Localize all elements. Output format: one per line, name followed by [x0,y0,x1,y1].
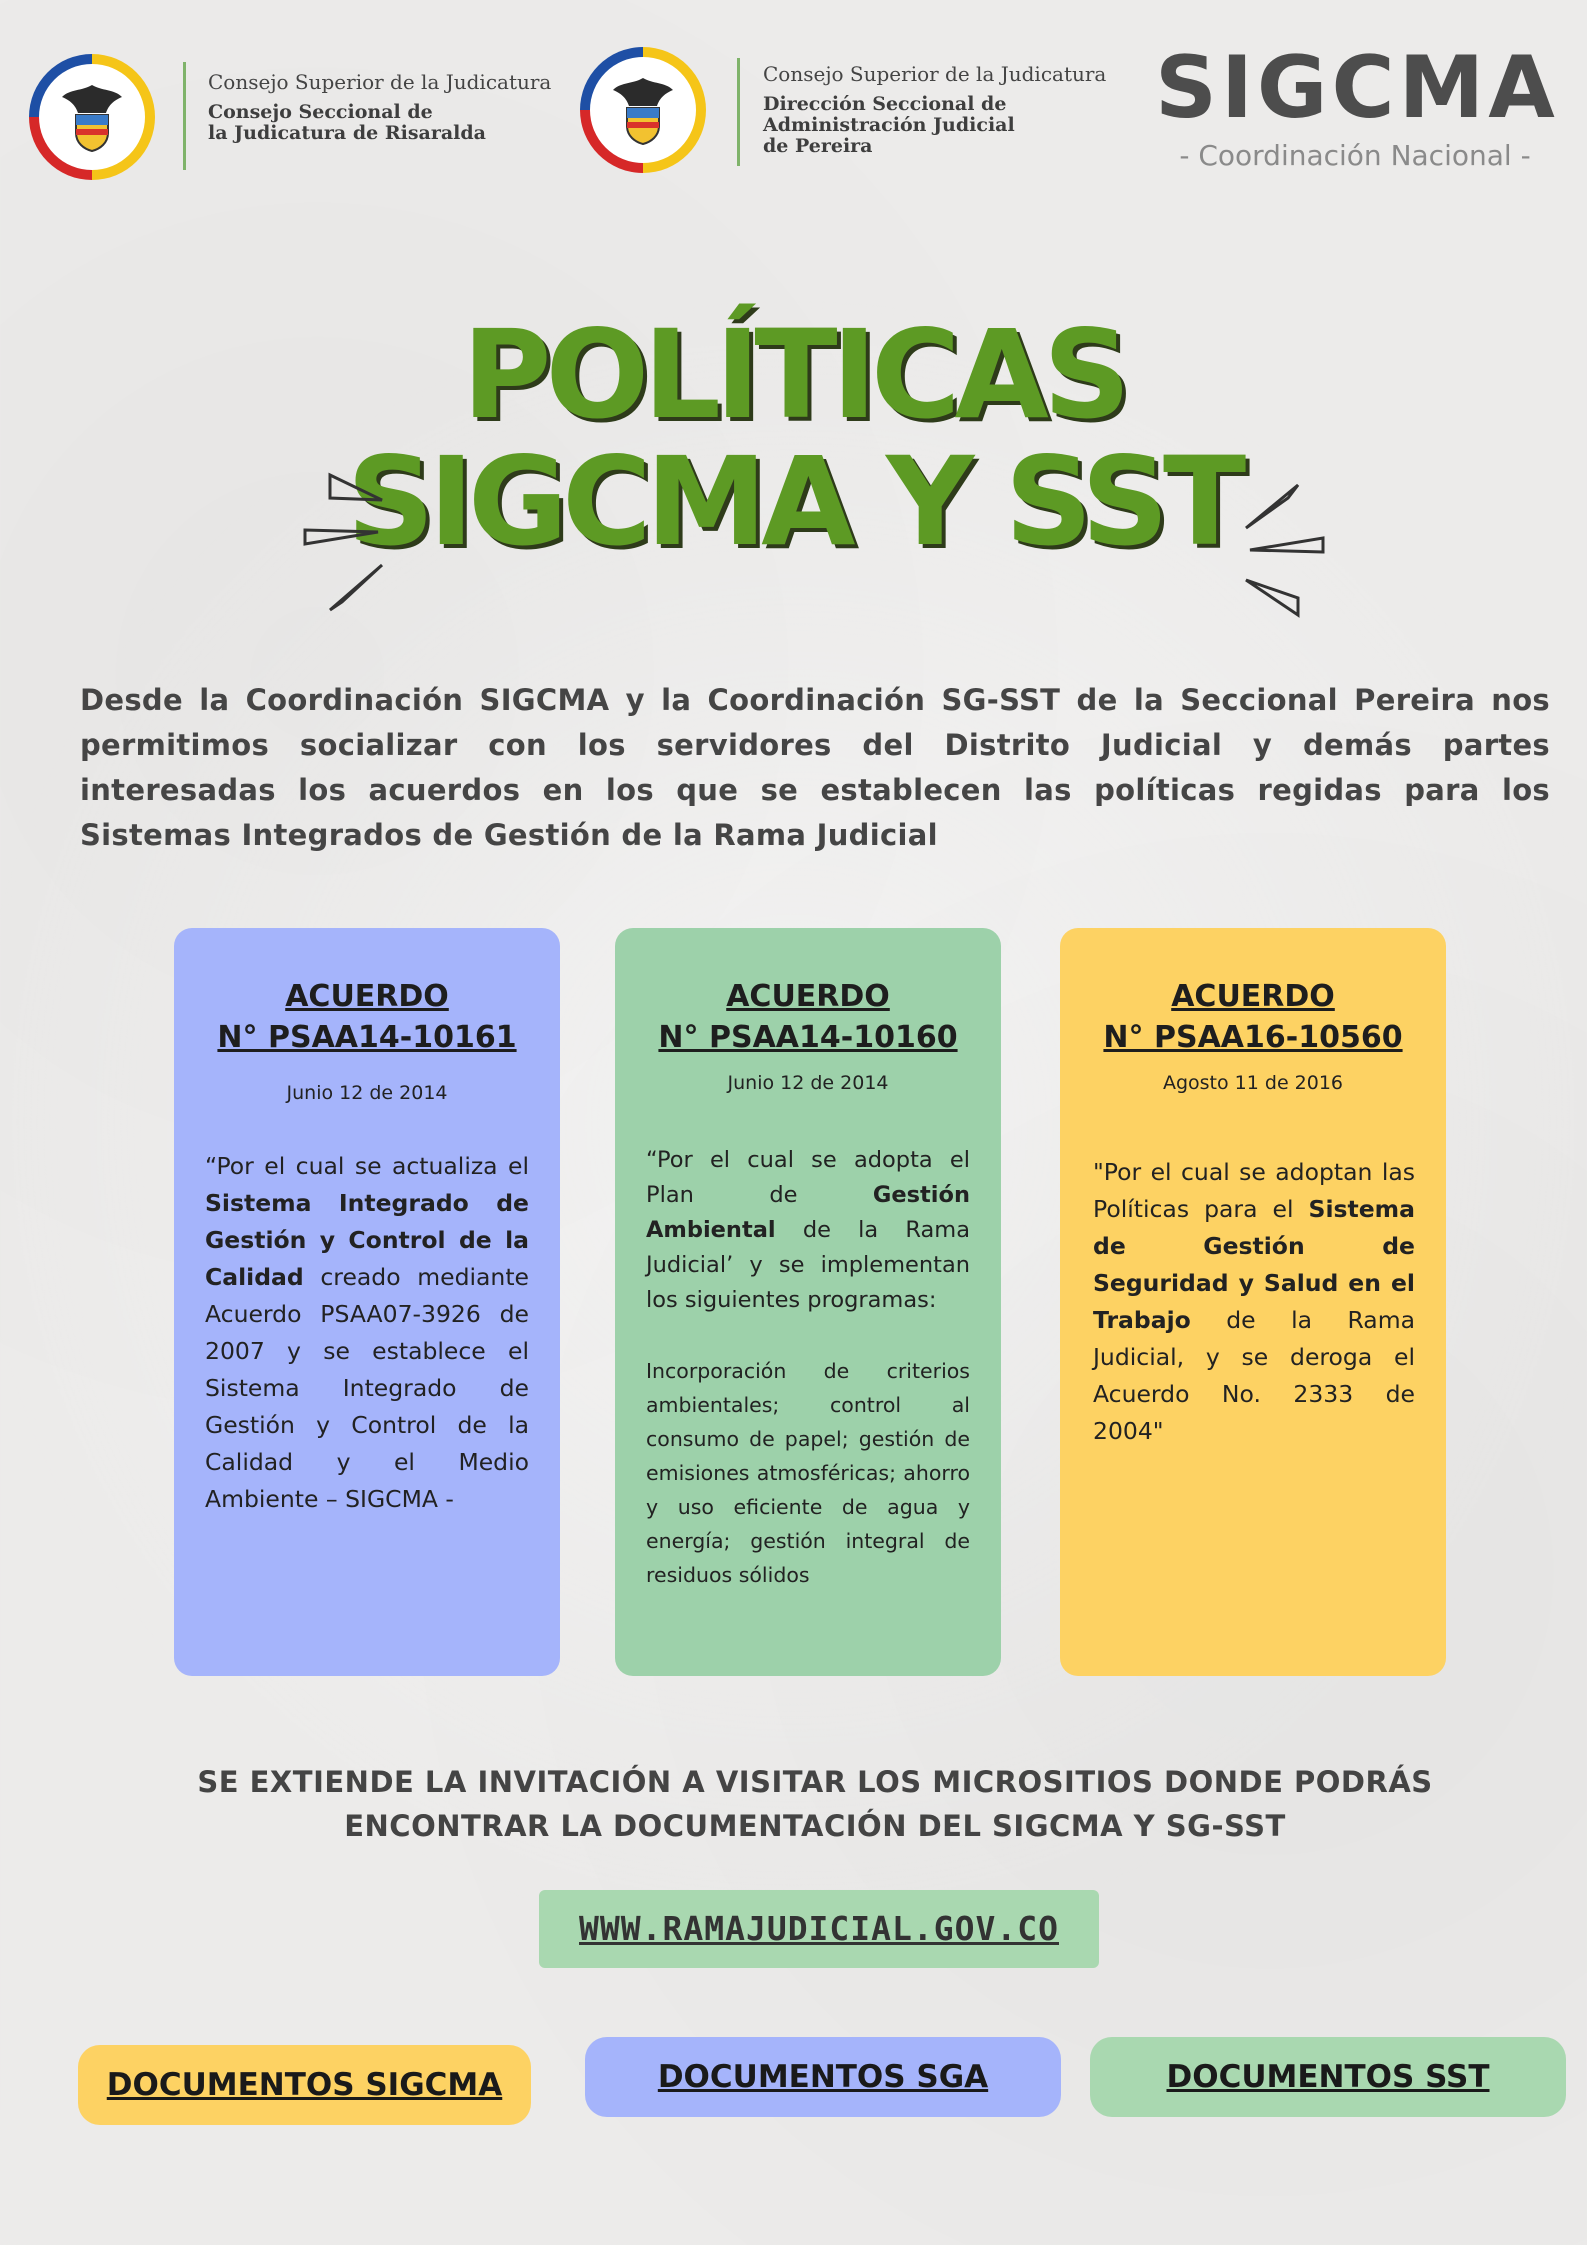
card-number: N° PSAA14-10161 [217,1020,517,1055]
page-title-line1: POLÍTICAS [462,304,1125,446]
logo2-line3: Administración Judicial [763,114,1015,136]
logo2-line2: Dirección Seccional de [763,93,1007,115]
burst-right-icon [1238,480,1328,625]
logo2-text [763,62,1106,157]
sigcma-brand [1155,38,1559,174]
documentos-sga-button[interactable]: DOCUMENTOS SGA [585,2037,1061,2117]
intro-paragraph: Desde la Coordinación SIGCMA y la Coordinación SG-SST de la Seccional Pereira nos permitimos socializar con los servidores del Distrito Judicial y demás partes interesadas los acuerdos en los que se establecen las políticas regidas para los Sistemas Integrados de Gestión de la Rama Judicial [80,683,1550,852]
logo1-line3: la Judicatura de Risaralda [208,122,486,144]
logo-divider [737,58,740,166]
burst-left-icon [300,470,390,615]
card-text-bold: Gestión Ambiental [646,1182,970,1243]
card-date: Junio 12 de 2014 [286,1082,448,1104]
card-number: N° PSAA16-10560 [1103,1020,1403,1055]
card-programs: Incorporación de criterios ambientales; control al consumo de papel; gestión de emisiones atmosféricas; ahorro y uso eficiente de agua y energía; gestión integral de residuos sólidos [646,1359,970,1587]
card-date: Agosto 11 de 2016 [1162,1072,1344,1094]
card-description [1093,1154,1415,1450]
card-description [205,1148,529,1518]
logo1-line1: Consejo Superior de la Judicatura [208,70,552,94]
card-text-bold: Sistema Integrado de Gestión y Control de la Calidad [205,1189,529,1291]
colombia-seal-icon [29,54,155,180]
card-text-2: de la Rama Judicial, y se deroga el Acuerdo No. 2333 de 2004" [1093,1306,1415,1445]
acuerdo-card-sga [615,928,1001,1676]
card-text-1: “Por el cual se adopta el Plan de [646,1147,970,1208]
sigcma-brand-subtitle: - Coordinación Nacional - [1179,139,1531,172]
acuerdo-card-sst [1060,928,1446,1676]
sigcma-brand-name: SIGCMA [1155,38,1559,138]
card-text-bold: Sistema de Gestión de Seguridad y Salud en el Trabajo [1093,1195,1415,1334]
website-link[interactable]: WWW.RAMAJUDICIAL.GOV.CO [539,1890,1099,1968]
documentos-sst-button[interactable]: DOCUMENTOS SST [1090,2037,1566,2117]
card-number: N° PSAA14-10160 [658,1020,958,1055]
logo-divider [183,62,186,170]
colombia-seal-icon [580,47,706,173]
card-text-1: “Por el cual se actualiza el [205,1152,529,1180]
logo1-text [208,70,551,144]
card-text-1: "Por el cual se adoptan las Políticas para el [1093,1158,1415,1223]
card-text-2: de la Rama Judicial’ y se implementan los siguientes programas: [646,1217,970,1313]
card-date: Junio 12 de 2014 [727,1072,889,1094]
page-title-line2: SIGCMA Y SST [346,431,1241,573]
documentos-sigcma-button[interactable]: DOCUMENTOS SIGCMA [78,2045,531,2125]
invitation-text [0,1760,1587,1848]
invitation-line1: SE EXTIENDE LA INVITACIÓN A VISITAR LOS MICROSITIOS DONDE PODRÁS [197,1765,1433,1799]
logo2-line4: de Pereira [763,135,873,157]
card-text-2: creado mediante Acuerdo PSAA07-3926 de 2007 y se establece el Sistema Integrado de Gestión y Control de la Calidad y el Medio Ambiente – SIGCMA - [205,1263,529,1513]
logo2-line1: Consejo Superior de la Judicatura [763,62,1107,86]
logo1-line2: Consejo Seccional de [208,101,433,123]
card-title: ACUERDO [1171,979,1335,1014]
card-title: ACUERDO [285,979,449,1014]
card-description [646,1143,970,1318]
invitation-line2: ENCONTRAR LA DOCUMENTACIÓN DEL SIGCMA Y SG-SST [344,1809,1286,1843]
card-title: ACUERDO [726,979,890,1014]
acuerdo-card-sigcma [174,928,560,1676]
